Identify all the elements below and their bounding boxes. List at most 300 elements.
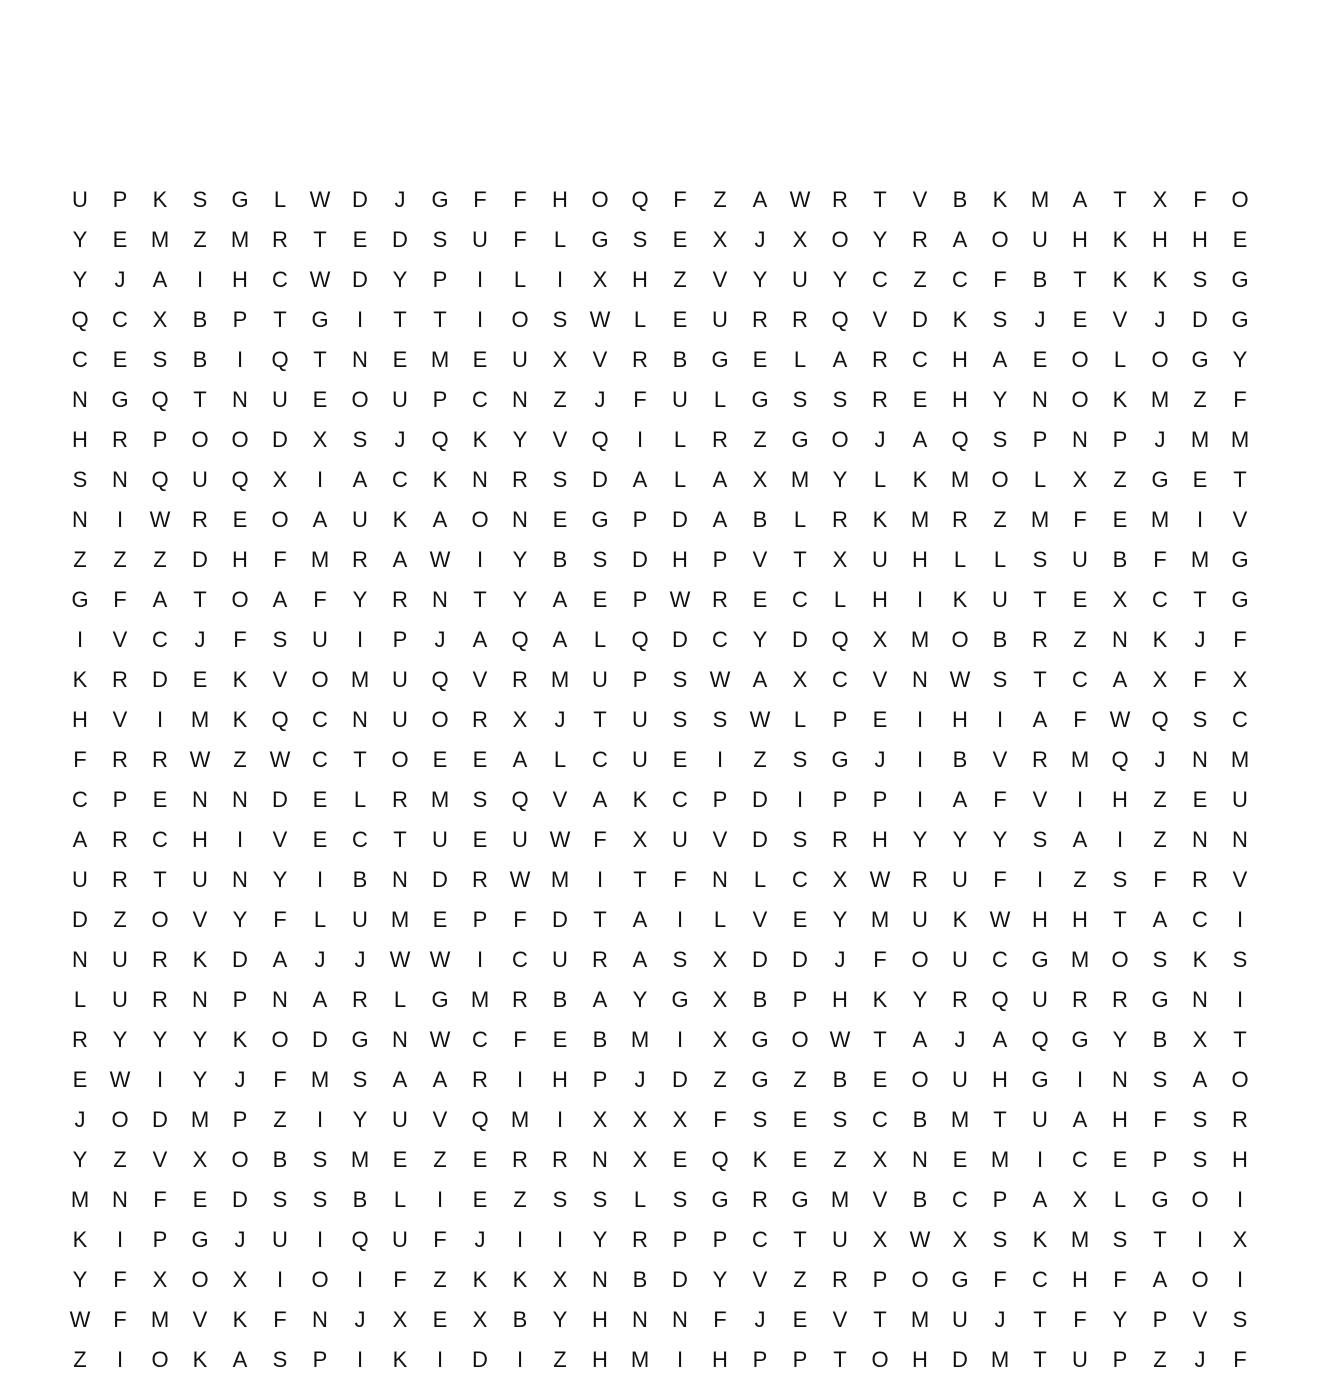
- grid-letter[interactable]: Z: [793, 1267, 807, 1292]
- grid-letter[interactable]: O: [151, 907, 169, 932]
- grid-letter[interactable]: U: [72, 867, 88, 892]
- grid-letter[interactable]: S: [352, 1067, 368, 1092]
- grid-letter[interactable]: Z: [1153, 827, 1167, 852]
- grid-letter[interactable]: G: [431, 187, 449, 212]
- grid-letter[interactable]: D: [152, 1107, 168, 1132]
- grid-letter[interactable]: V: [272, 827, 288, 852]
- grid-letter[interactable]: X: [632, 1147, 648, 1172]
- grid-letter[interactable]: Y: [632, 987, 648, 1012]
- grid-letter[interactable]: B: [352, 867, 368, 892]
- grid-letter[interactable]: I: [276, 1267, 284, 1292]
- grid-letter[interactable]: R: [1112, 987, 1128, 1012]
- grid-letter[interactable]: I: [1196, 507, 1204, 532]
- grid-letter[interactable]: T: [873, 1027, 887, 1052]
- grid-letter[interactable]: E: [792, 1307, 808, 1332]
- grid-letter[interactable]: M: [1230, 747, 1250, 772]
- grid-letter[interactable]: C: [792, 867, 808, 892]
- grid-letter[interactable]: T: [473, 587, 487, 612]
- grid-letter[interactable]: P: [672, 1227, 688, 1252]
- grid-letter[interactable]: T: [433, 307, 447, 332]
- grid-letter[interactable]: F: [473, 187, 487, 212]
- grid-letter[interactable]: E: [1112, 507, 1128, 532]
- grid-letter[interactable]: E: [1192, 467, 1208, 492]
- grid-letter[interactable]: W: [829, 1027, 851, 1052]
- grid-letter[interactable]: F: [1193, 667, 1207, 692]
- grid-letter[interactable]: K: [1032, 1227, 1048, 1252]
- grid-letter[interactable]: P: [1152, 1147, 1168, 1172]
- grid-letter[interactable]: D: [152, 667, 168, 692]
- grid-letter[interactable]: E: [912, 387, 928, 412]
- grid-letter[interactable]: V: [712, 267, 728, 292]
- grid-letter[interactable]: Y: [992, 827, 1008, 852]
- grid-letter[interactable]: U: [472, 227, 488, 252]
- grid-letter[interactable]: U: [672, 387, 688, 412]
- grid-letter[interactable]: Y: [832, 467, 848, 492]
- grid-letter[interactable]: Q: [631, 187, 649, 212]
- grid-letter[interactable]: R: [952, 987, 968, 1012]
- grid-letter[interactable]: U: [952, 947, 968, 972]
- grid-letter[interactable]: U: [832, 1227, 848, 1252]
- grid-letter[interactable]: G: [711, 347, 729, 372]
- grid-letter[interactable]: Z: [1073, 867, 1087, 892]
- grid-letter[interactable]: A: [712, 467, 728, 492]
- grid-letter[interactable]: R: [72, 1027, 88, 1052]
- grid-letter[interactable]: V: [992, 747, 1008, 772]
- grid-letter[interactable]: U: [192, 467, 208, 492]
- grid-letter[interactable]: Z: [193, 227, 207, 252]
- grid-letter[interactable]: N: [1112, 627, 1128, 652]
- grid-letter[interactable]: K: [232, 707, 248, 732]
- grid-letter[interactable]: E: [312, 787, 328, 812]
- grid-letter[interactable]: E: [472, 827, 488, 852]
- grid-letter[interactable]: A: [432, 1067, 448, 1092]
- grid-letter[interactable]: I: [676, 1027, 684, 1052]
- grid-letter[interactable]: N: [712, 867, 728, 892]
- grid-letter[interactable]: R: [512, 1147, 528, 1172]
- grid-letter[interactable]: X: [952, 1227, 968, 1252]
- grid-letter[interactable]: I: [1236, 987, 1244, 1012]
- grid-letter[interactable]: Z: [713, 1067, 727, 1092]
- grid-letter[interactable]: R: [112, 747, 128, 772]
- grid-letter[interactable]: N: [352, 347, 368, 372]
- grid-letter[interactable]: J: [434, 627, 446, 652]
- grid-letter[interactable]: Z: [673, 267, 687, 292]
- grid-letter[interactable]: H: [832, 987, 848, 1012]
- grid-letter[interactable]: R: [472, 707, 488, 732]
- grid-letter[interactable]: P: [432, 387, 448, 412]
- grid-letter[interactable]: V: [872, 307, 888, 332]
- grid-letter[interactable]: P: [232, 987, 248, 1012]
- grid-letter[interactable]: F: [513, 1027, 527, 1052]
- grid-letter[interactable]: I: [476, 547, 484, 572]
- grid-letter[interactable]: I: [316, 867, 324, 892]
- grid-letter[interactable]: M: [910, 1307, 930, 1332]
- grid-letter[interactable]: M: [830, 1187, 850, 1212]
- grid-letter[interactable]: G: [1071, 1027, 1089, 1052]
- grid-letter[interactable]: A: [712, 507, 728, 532]
- grid-letter[interactable]: O: [1151, 347, 1169, 372]
- grid-letter[interactable]: J: [234, 1227, 246, 1252]
- grid-letter[interactable]: M: [350, 1147, 370, 1172]
- grid-letter[interactable]: C: [352, 827, 368, 852]
- grid-letter[interactable]: M: [950, 467, 970, 492]
- grid-letter[interactable]: D: [352, 267, 368, 292]
- grid-letter[interactable]: B: [1112, 547, 1128, 572]
- grid-letter[interactable]: I: [796, 787, 804, 812]
- grid-letter[interactable]: Z: [753, 747, 767, 772]
- grid-letter[interactable]: K: [952, 307, 968, 332]
- grid-letter[interactable]: N: [1032, 387, 1048, 412]
- grid-letter[interactable]: G: [831, 747, 849, 772]
- grid-letter[interactable]: K: [1112, 387, 1128, 412]
- grid-letter[interactable]: D: [552, 907, 568, 932]
- grid-letter[interactable]: A: [1072, 827, 1088, 852]
- grid-letter[interactable]: E: [152, 787, 168, 812]
- grid-letter[interactable]: V: [1232, 867, 1248, 892]
- grid-letter[interactable]: G: [191, 1227, 209, 1252]
- grid-letter[interactable]: Z: [553, 387, 567, 412]
- grid-letter[interactable]: C: [912, 347, 928, 372]
- grid-letter[interactable]: M: [550, 867, 570, 892]
- grid-letter[interactable]: Y: [352, 1107, 368, 1132]
- grid-letter[interactable]: P: [632, 507, 648, 532]
- grid-letter[interactable]: G: [951, 1267, 969, 1292]
- grid-letter[interactable]: A: [552, 587, 568, 612]
- grid-letter[interactable]: K: [192, 947, 208, 972]
- grid-letter[interactable]: Y: [512, 587, 528, 612]
- grid-letter[interactable]: F: [113, 1307, 127, 1332]
- grid-letter[interactable]: T: [1233, 1027, 1247, 1052]
- grid-letter[interactable]: G: [311, 307, 329, 332]
- grid-letter[interactable]: Y: [992, 387, 1008, 412]
- grid-letter[interactable]: X: [872, 627, 888, 652]
- grid-letter[interactable]: O: [431, 707, 449, 732]
- grid-letter[interactable]: T: [153, 867, 167, 892]
- grid-letter[interactable]: A: [152, 267, 168, 292]
- grid-letter[interactable]: F: [513, 227, 527, 252]
- grid-letter[interactable]: D: [352, 187, 368, 212]
- grid-letter[interactable]: N: [912, 1147, 928, 1172]
- grid-letter[interactable]: S: [832, 387, 848, 412]
- grid-letter[interactable]: A: [312, 507, 328, 532]
- grid-letter[interactable]: Y: [112, 1027, 128, 1052]
- grid-letter[interactable]: A: [552, 627, 568, 652]
- grid-letter[interactable]: O: [151, 1347, 169, 1372]
- grid-letter[interactable]: T: [633, 867, 647, 892]
- grid-letter[interactable]: Q: [1111, 747, 1129, 772]
- grid-letter[interactable]: F: [273, 907, 287, 932]
- grid-letter[interactable]: H: [992, 1067, 1008, 1092]
- grid-letter[interactable]: E: [792, 1147, 808, 1172]
- grid-letter[interactable]: V: [912, 187, 928, 212]
- grid-letter[interactable]: V: [112, 627, 128, 652]
- grid-letter[interactable]: M: [870, 907, 890, 932]
- grid-letter[interactable]: M: [70, 1187, 90, 1212]
- grid-letter[interactable]: T: [273, 307, 287, 332]
- grid-letter[interactable]: P: [712, 547, 728, 572]
- grid-letter[interactable]: V: [1192, 1307, 1208, 1332]
- grid-letter[interactable]: J: [1154, 427, 1166, 452]
- grid-letter[interactable]: V: [592, 347, 608, 372]
- grid-letter[interactable]: V: [752, 1267, 768, 1292]
- grid-letter[interactable]: N: [312, 1307, 328, 1332]
- grid-letter[interactable]: Y: [232, 907, 248, 932]
- grid-letter[interactable]: Y: [752, 627, 768, 652]
- grid-letter[interactable]: A: [752, 187, 768, 212]
- grid-letter[interactable]: J: [1194, 1347, 1206, 1372]
- grid-letter[interactable]: X: [152, 307, 168, 332]
- grid-letter[interactable]: U: [392, 1227, 408, 1252]
- grid-letter[interactable]: B: [1032, 267, 1048, 292]
- grid-letter[interactable]: P: [392, 627, 408, 652]
- grid-letter[interactable]: A: [1152, 907, 1168, 932]
- grid-letter[interactable]: Z: [233, 747, 247, 772]
- grid-letter[interactable]: N: [392, 867, 408, 892]
- grid-letter[interactable]: H: [672, 547, 688, 572]
- grid-letter[interactable]: L: [793, 707, 807, 732]
- grid-letter[interactable]: D: [912, 307, 928, 332]
- grid-letter[interactable]: K: [912, 467, 928, 492]
- grid-letter[interactable]: A: [912, 1027, 928, 1052]
- grid-letter[interactable]: F: [673, 187, 687, 212]
- grid-letter[interactable]: W: [429, 547, 451, 572]
- grid-letter[interactable]: E: [1032, 347, 1048, 372]
- grid-letter[interactable]: K: [232, 667, 248, 692]
- grid-letter[interactable]: K: [512, 1267, 528, 1292]
- grid-letter[interactable]: J: [234, 1067, 246, 1092]
- grid-letter[interactable]: Q: [431, 427, 449, 452]
- grid-letter[interactable]: Z: [713, 187, 727, 212]
- grid-letter[interactable]: A: [592, 787, 608, 812]
- grid-letter[interactable]: R: [512, 667, 528, 692]
- grid-letter[interactable]: U: [392, 387, 408, 412]
- grid-letter[interactable]: P: [792, 1347, 808, 1372]
- grid-letter[interactable]: L: [993, 547, 1007, 572]
- grid-letter[interactable]: E: [472, 1187, 488, 1212]
- grid-letter[interactable]: V: [552, 787, 568, 812]
- grid-letter[interactable]: T: [1113, 907, 1127, 932]
- grid-letter[interactable]: F: [393, 1267, 407, 1292]
- grid-letter[interactable]: F: [993, 867, 1007, 892]
- grid-letter[interactable]: W: [309, 187, 331, 212]
- grid-letter[interactable]: A: [832, 347, 848, 372]
- grid-letter[interactable]: A: [392, 547, 408, 572]
- grid-letter[interactable]: P: [712, 787, 728, 812]
- grid-letter[interactable]: N: [232, 387, 248, 412]
- grid-letter[interactable]: X: [832, 547, 848, 572]
- grid-letter[interactable]: Y: [912, 827, 928, 852]
- grid-letter[interactable]: Q: [631, 627, 649, 652]
- grid-letter[interactable]: S: [192, 187, 208, 212]
- grid-letter[interactable]: V: [1032, 787, 1048, 812]
- grid-letter[interactable]: N: [352, 707, 368, 732]
- grid-letter[interactable]: J: [474, 1227, 486, 1252]
- grid-letter[interactable]: P: [992, 1187, 1008, 1212]
- grid-letter[interactable]: M: [430, 787, 450, 812]
- grid-letter[interactable]: L: [753, 867, 767, 892]
- grid-letter[interactable]: H: [872, 587, 888, 612]
- grid-letter[interactable]: K: [472, 427, 488, 452]
- grid-letter[interactable]: Z: [1153, 1347, 1167, 1372]
- grid-letter[interactable]: C: [952, 267, 968, 292]
- grid-letter[interactable]: Z: [153, 547, 167, 572]
- grid-letter[interactable]: S: [672, 707, 688, 732]
- grid-letter[interactable]: S: [72, 467, 88, 492]
- grid-letter[interactable]: I: [916, 707, 924, 732]
- grid-letter[interactable]: E: [792, 1107, 808, 1132]
- grid-letter[interactable]: W: [549, 827, 571, 852]
- grid-letter[interactable]: J: [114, 267, 126, 292]
- grid-letter[interactable]: D: [72, 907, 88, 932]
- grid-letter[interactable]: S: [1232, 1307, 1248, 1332]
- grid-letter[interactable]: D: [472, 1347, 488, 1372]
- grid-letter[interactable]: Y: [832, 907, 848, 932]
- grid-letter[interactable]: C: [312, 747, 328, 772]
- grid-letter[interactable]: V: [1112, 307, 1128, 332]
- grid-letter[interactable]: R: [112, 867, 128, 892]
- grid-letter[interactable]: R: [112, 667, 128, 692]
- grid-letter[interactable]: C: [752, 1227, 768, 1252]
- grid-letter[interactable]: K: [952, 587, 968, 612]
- grid-letter[interactable]: Z: [113, 907, 127, 932]
- grid-letter[interactable]: N: [672, 1307, 688, 1332]
- grid-letter[interactable]: S: [152, 347, 168, 372]
- grid-letter[interactable]: G: [1191, 347, 1209, 372]
- grid-letter[interactable]: Y: [872, 227, 888, 252]
- grid-letter[interactable]: C: [272, 267, 288, 292]
- grid-letter[interactable]: X: [872, 1147, 888, 1172]
- grid-letter[interactable]: L: [513, 267, 527, 292]
- grid-letter[interactable]: U: [1232, 787, 1248, 812]
- grid-letter[interactable]: G: [1231, 547, 1249, 572]
- grid-letter[interactable]: B: [752, 507, 768, 532]
- grid-letter[interactable]: C: [472, 1027, 488, 1052]
- grid-letter[interactable]: C: [1152, 587, 1168, 612]
- grid-letter[interactable]: M: [910, 627, 930, 652]
- grid-letter[interactable]: B: [272, 1147, 288, 1172]
- grid-letter[interactable]: K: [192, 1347, 208, 1372]
- grid-letter[interactable]: S: [672, 667, 688, 692]
- grid-letter[interactable]: X: [1232, 667, 1248, 692]
- grid-letter[interactable]: I: [236, 347, 244, 372]
- grid-letter[interactable]: H: [552, 187, 568, 212]
- grid-letter[interactable]: N: [592, 1147, 608, 1172]
- grid-letter[interactable]: S: [552, 1187, 568, 1212]
- grid-letter[interactable]: T: [833, 1347, 847, 1372]
- grid-letter[interactable]: I: [116, 1347, 124, 1372]
- grid-letter[interactable]: B: [912, 1187, 928, 1212]
- grid-letter[interactable]: R: [912, 867, 928, 892]
- grid-letter[interactable]: U: [512, 347, 528, 372]
- grid-letter[interactable]: A: [1032, 1187, 1048, 1212]
- grid-letter[interactable]: O: [911, 1067, 929, 1092]
- grid-letter[interactable]: S: [472, 787, 488, 812]
- grid-letter[interactable]: M: [310, 1067, 330, 1092]
- grid-letter[interactable]: F: [273, 1307, 287, 1332]
- grid-letter[interactable]: Y: [1112, 1027, 1128, 1052]
- grid-letter[interactable]: T: [313, 227, 327, 252]
- grid-letter[interactable]: T: [593, 707, 607, 732]
- grid-letter[interactable]: C: [392, 467, 408, 492]
- grid-letter[interactable]: N: [192, 787, 208, 812]
- grid-letter[interactable]: I: [676, 1347, 684, 1372]
- grid-letter[interactable]: T: [793, 547, 807, 572]
- grid-letter[interactable]: V: [192, 907, 208, 932]
- grid-letter[interactable]: X: [1152, 187, 1168, 212]
- grid-letter[interactable]: P: [1112, 1347, 1128, 1372]
- grid-letter[interactable]: A: [1152, 1267, 1168, 1292]
- grid-letter[interactable]: Q: [991, 987, 1009, 1012]
- grid-letter[interactable]: L: [1113, 1187, 1127, 1212]
- grid-letter[interactable]: Y: [72, 1147, 88, 1172]
- grid-letter[interactable]: O: [831, 427, 849, 452]
- grid-letter[interactable]: X: [152, 1267, 168, 1292]
- grid-letter[interactable]: A: [1032, 707, 1048, 732]
- grid-letter[interactable]: G: [1031, 947, 1049, 972]
- grid-letter[interactable]: X: [832, 867, 848, 892]
- grid-letter[interactable]: E: [432, 1307, 448, 1332]
- grid-letter[interactable]: X: [752, 467, 768, 492]
- grid-letter[interactable]: L: [313, 907, 327, 932]
- grid-letter[interactable]: D: [672, 1067, 688, 1092]
- grid-letter[interactable]: V: [112, 707, 128, 732]
- grid-letter[interactable]: C: [472, 387, 488, 412]
- grid-letter[interactable]: A: [632, 907, 648, 932]
- grid-letter[interactable]: E: [1072, 587, 1088, 612]
- grid-letter[interactable]: P: [472, 907, 488, 932]
- grid-letter[interactable]: R: [792, 307, 808, 332]
- grid-letter[interactable]: W: [989, 907, 1011, 932]
- grid-letter[interactable]: U: [1032, 1107, 1048, 1132]
- grid-letter[interactable]: T: [1193, 587, 1207, 612]
- grid-letter[interactable]: G: [1231, 587, 1249, 612]
- grid-letter[interactable]: I: [676, 907, 684, 932]
- grid-letter[interactable]: Z: [993, 507, 1007, 532]
- grid-letter[interactable]: S: [712, 707, 728, 732]
- grid-letter[interactable]: O: [911, 1267, 929, 1292]
- grid-letter[interactable]: O: [511, 307, 529, 332]
- grid-letter[interactable]: K: [472, 1267, 488, 1292]
- grid-letter[interactable]: P: [712, 1227, 728, 1252]
- grid-letter[interactable]: E: [232, 507, 248, 532]
- grid-letter[interactable]: A: [472, 627, 488, 652]
- grid-letter[interactable]: K: [872, 507, 888, 532]
- grid-letter[interactable]: O: [231, 587, 249, 612]
- grid-letter[interactable]: U: [792, 267, 808, 292]
- grid-letter[interactable]: T: [313, 347, 327, 372]
- grid-letter[interactable]: V: [472, 667, 488, 692]
- grid-letter[interactable]: W: [189, 747, 211, 772]
- grid-letter[interactable]: I: [556, 1227, 564, 1252]
- grid-letter[interactable]: P: [432, 267, 448, 292]
- grid-letter[interactable]: N: [432, 587, 448, 612]
- grid-letter[interactable]: W: [389, 947, 411, 972]
- grid-letter[interactable]: T: [1113, 187, 1127, 212]
- grid-letter[interactable]: Y: [952, 827, 968, 852]
- grid-letter[interactable]: S: [1192, 1107, 1208, 1132]
- grid-letter[interactable]: G: [751, 387, 769, 412]
- grid-letter[interactable]: M: [630, 1027, 650, 1052]
- grid-letter[interactable]: G: [431, 987, 449, 1012]
- grid-letter[interactable]: S: [672, 947, 688, 972]
- grid-letter[interactable]: S: [1232, 947, 1248, 972]
- grid-letter[interactable]: U: [1072, 547, 1088, 572]
- grid-letter[interactable]: F: [113, 587, 127, 612]
- grid-letter[interactable]: N: [1192, 827, 1208, 852]
- grid-letter[interactable]: O: [1231, 1067, 1249, 1092]
- grid-letter[interactable]: A: [912, 427, 928, 452]
- grid-letter[interactable]: Z: [913, 267, 927, 292]
